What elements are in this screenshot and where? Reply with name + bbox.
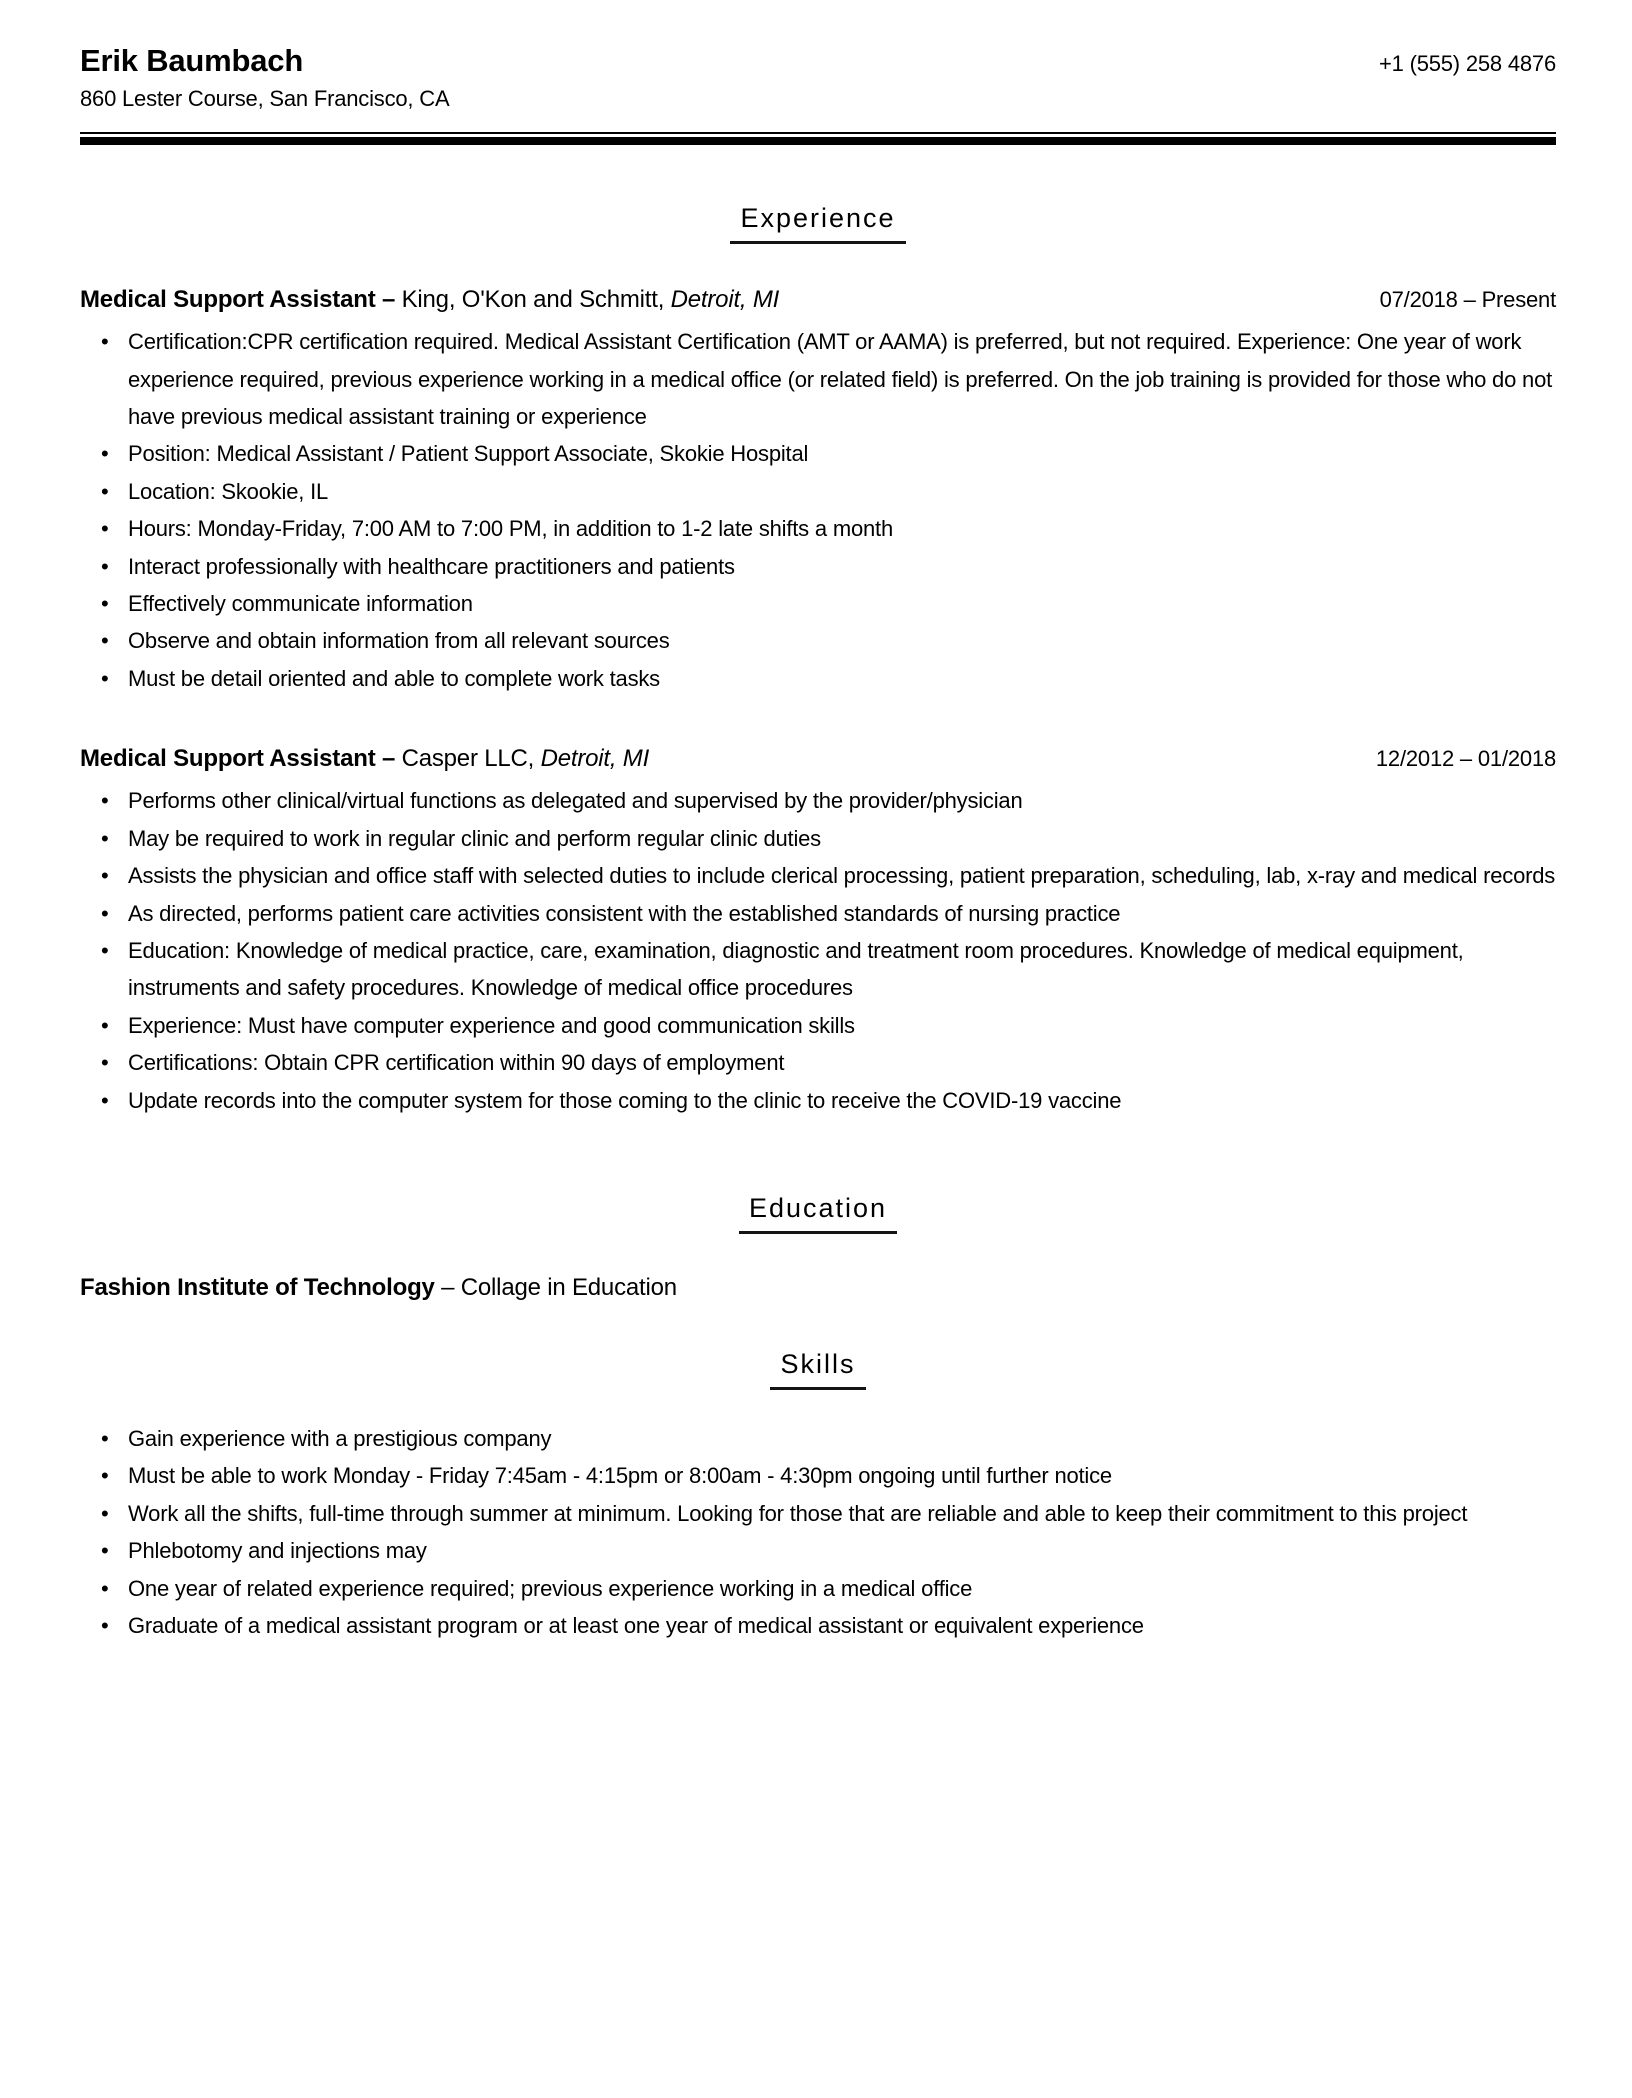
job-title [80, 743, 679, 774]
experience-heading-text: Experience [730, 203, 905, 244]
person-name: Erik Baumbach [80, 43, 304, 78]
job-company: King, O'Kon and Schmitt, [401, 286, 665, 314]
resume-header [80, 44, 1556, 145]
bullet-item: • May be required to work in regular clinic and perform regular clinic duties [101, 820, 1556, 857]
bullet-item: • Interact professionally with healthcare practitioners and patients [101, 548, 1556, 585]
header-divider [80, 132, 1556, 145]
job-header [80, 284, 1556, 315]
school-name: Fashion Institute of Technology [80, 1273, 435, 1301]
bullet-item: • Effectively communicate information [101, 585, 1556, 622]
bullet-item: • Gain experience with a prestigious company [101, 1420, 1556, 1457]
job-dates: 12/2012 – 01/2018 [1375, 746, 1556, 772]
job-title [80, 284, 809, 315]
job-dates: 07/2018 – Present [1379, 287, 1556, 313]
job-role: Medical Support Assistant – [80, 745, 396, 773]
skills-section [80, 1349, 1556, 1644]
bullet-item: • Must be able to work Monday - Friday 7:45am - 4:15pm or 8:00am - 4:30pm ongoing until further notice [101, 1457, 1556, 1494]
education-section [80, 1193, 1556, 1303]
bullet-item: • Certifications: Obtain CPR certification within 90 days of employment [101, 1044, 1556, 1081]
job-bullet-list [80, 323, 1556, 697]
person-address: 860 Lester Course, San Francisco, CA [80, 86, 450, 112]
job-entry-2 [80, 743, 1556, 1119]
bullet-item: • One year of related experience required; previous experience working in a medical office [101, 1570, 1556, 1607]
bullet-item: • Performs other clinical/virtual functions as delegated and supervised by the provider/physician [101, 782, 1556, 819]
experience-heading [80, 203, 1556, 244]
bullet-item: • Experience: Must have computer experience and good communication skills [101, 1007, 1556, 1044]
bullet-item: • Location: Skookie, IL [101, 473, 1556, 510]
education-heading [80, 1193, 1556, 1234]
bullet-item: • Hours: Monday-Friday, 7:00 AM to 7:00 PM, in addition to 1-2 late shifts a month [101, 510, 1556, 547]
bullet-item: • Update records into the computer system for those coming to the clinic to receive the COVID-19 vaccine [101, 1082, 1556, 1119]
header-identity [80, 44, 449, 112]
bullet-item: • Observe and obtain information from all relevant sources [101, 622, 1556, 659]
experience-section [80, 203, 1556, 1119]
degree-name: – Collage in Education [441, 1273, 677, 1301]
skills-heading [80, 1349, 1556, 1390]
bullet-item: • Education: Knowledge of medical practice, care, examination, diagnostic and treatment room procedures. Knowledge of medical equipment, instruments and safety procedures. Knowledge of medical office procedures [101, 932, 1556, 1007]
bullet-item: • Must be detail oriented and able to complete work tasks [101, 660, 1556, 697]
bullet-item: • As directed, performs patient care activities consistent with the established standards of nursing practice [101, 895, 1556, 932]
job-location: Detroit, MI [670, 286, 780, 314]
job-role: Medical Support Assistant – [80, 286, 396, 314]
bullet-item: • Work all the shifts, full-time through summer at minimum. Looking for those that are reliable and able to keep their commitment to this project [101, 1495, 1556, 1532]
divider-thin-line [80, 132, 1556, 134]
education-entry [80, 1272, 1556, 1303]
bullet-item: • Position: Medical Assistant / Patient Support Associate, Skokie Hospital [101, 435, 1556, 472]
job-bullet-list [80, 782, 1556, 1119]
person-phone: +1 (555) 258 4876 [1378, 51, 1556, 76]
job-location: Detroit, MI [540, 745, 650, 773]
divider-thick-line [80, 137, 1556, 145]
skills-bullet-list [80, 1420, 1556, 1644]
job-header [80, 743, 1556, 774]
education-heading-text: Education [739, 1193, 897, 1234]
job-company: Casper LLC, [401, 745, 535, 773]
skills-heading-text: Skills [770, 1349, 865, 1390]
bullet-item: • Assists the physician and office staff with selected duties to include clerical processing, patient preparation, scheduling, lab, x-ray and medical records [101, 857, 1556, 894]
bullet-item: • Certification:CPR certification required. Medical Assistant Certification (AMT or AAMA) is preferred, but not required. Experience: One year of work experience required, previous experience working in a medical office (or related field) is preferred. On the job training is provided for those who do not have previous medical assistant training or experience [101, 323, 1556, 435]
header-row [80, 44, 1556, 112]
job-entry-1 [80, 284, 1556, 697]
bullet-item: • Graduate of a medical assistant program or at least one year of medical assistant or equivalent experience [101, 1607, 1556, 1644]
bullet-item: • Phlebotomy and injections may [101, 1532, 1556, 1569]
